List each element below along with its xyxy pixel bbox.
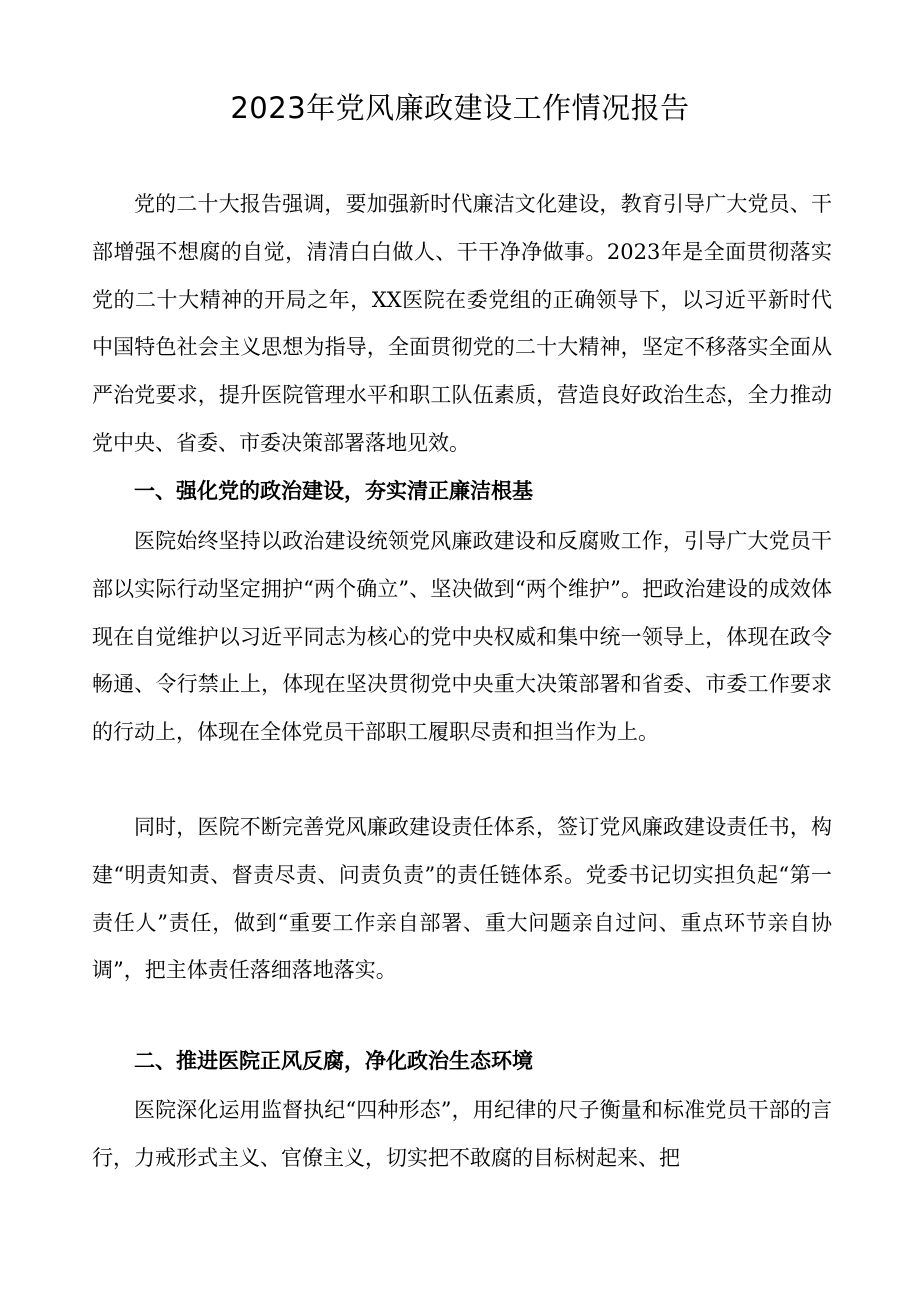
document-title: 2023年党风廉政建设工作情况报告: [230, 91, 690, 125]
section-heading-1: 一、强化党的政治建设，夯实清正廉洁根基: [134, 479, 533, 503]
paragraph-intro: 党的二十大报告强调，要加强新时代廉洁文化建设，教育引导广大党员、干部增强不想腐的自觉，清清白白做人、干干净净做事。2023年是全面贯彻落实党的二十大精神的开局之年，XX医院在委党组的正确领导下，以习近平新时代中国特色社会主义思想为指导，全面贯彻党的二十大精神，坚定不移落实全面从严治党要求，提升医院管理水平和职工队伍素质，营造良好政治生态，全力推动党中央、省委、市委决策部署落地见效。: [92, 192, 832, 455]
paragraph-supervision: 医院深化运用监督执纪“四种形态”，用纪律的尺子衡量和标准党员干部的言行，力戒形式主义、官僚主义，切实把不敢腐的目标树起来、把: [92, 1098, 832, 1170]
section-heading-2: 二、推进医院正风反腐，净化政治生态环境: [134, 1049, 533, 1073]
paragraph-political-building: 医院始终坚持以政治建设统领党风廉政建设和反腐败工作，引导广大党员干部以实际行动坚定拥护“两个确立”、坚决做到“两个维护”。把政治建设的成效体现在自觉维护以习近平同志为核心的党中央权威和集中统一领导上，体现在政令畅通、令行禁止上，体现在坚决贯彻党中央重大决策部署和省委、市委工作要求的行动上，体现在全体党员干部职工履职尽责和担当作为上。: [92, 529, 832, 745]
paragraph-responsibility-system: 同时，医院不断完善党风廉政建设责任体系，签订党风廉政建设责任书，构建“明责知责、督责尽责、问责负责”的责任链体系。党委书记切实担负起“第一责任人”责任，做到“重要工作亲自部署、重大问题亲自过问、重点环节亲自协调”，把主体责任落细落地落实。: [92, 815, 832, 983]
